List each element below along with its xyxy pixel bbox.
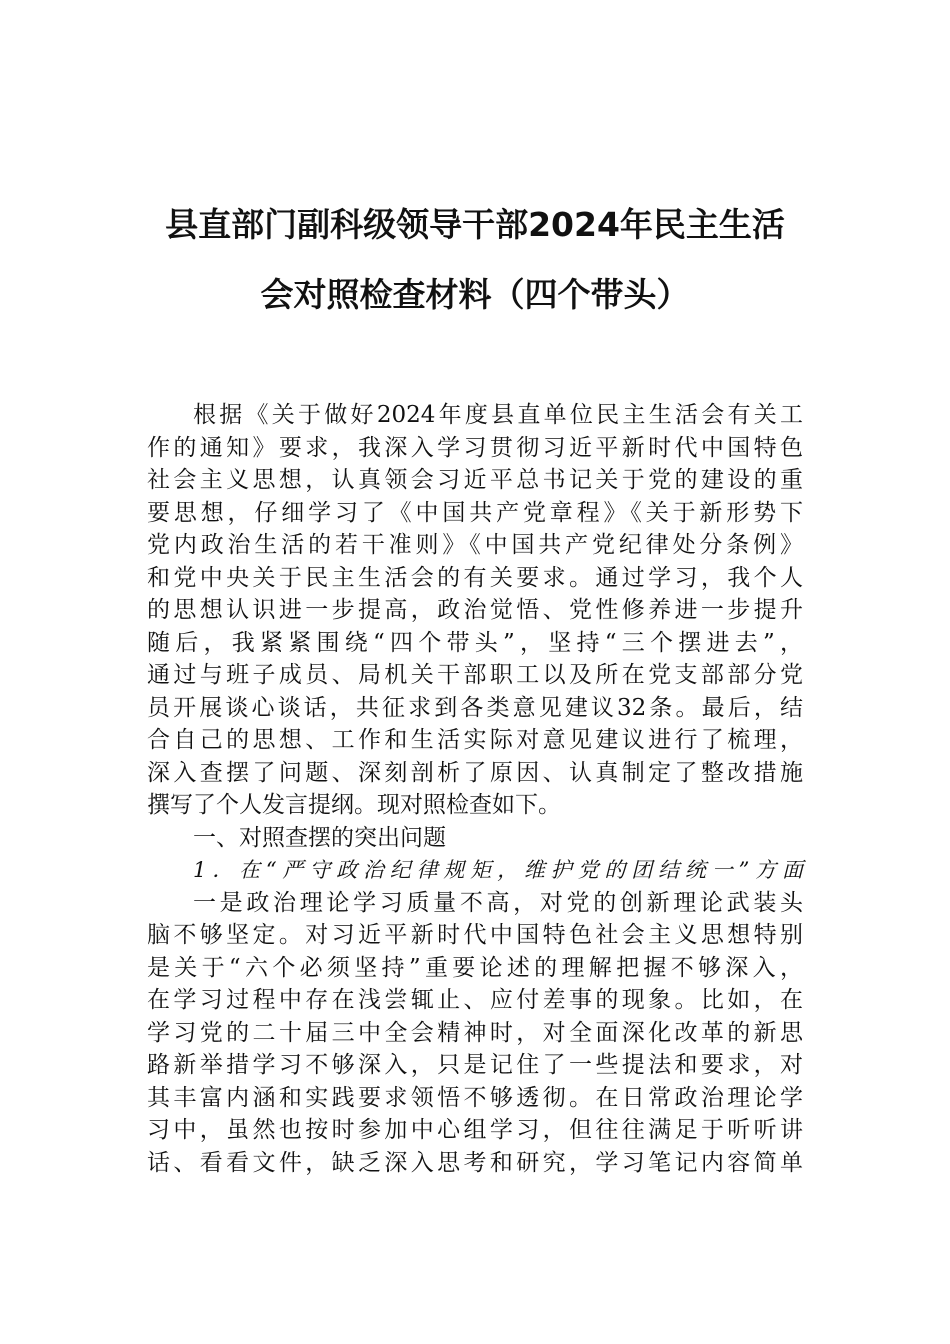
text-line: 是关于“六个必须坚持”重要论述的理解把握不够深入， [147, 954, 803, 981]
text-line: 一是政治理论学习质量不高，对党的创新理论武装头 [193, 889, 803, 916]
title-line-2: 会对照检查材料（四个带头） [260, 275, 690, 314]
sub-heading: 1．在“严守政治纪律规矩，维护党的团结统一”方面 [193, 858, 803, 882]
text-line: 话、看看文件，缺乏深入思考和研究，学习笔记内容简单 [147, 1149, 803, 1176]
text-line: 作的通知》要求，我深入学习贯彻习近平新时代中国特色 [147, 434, 803, 461]
document-body [147, 399, 803, 1179]
text-line: 根据《关于做好2024年度县直单位民主生活会有关工 [193, 402, 803, 428]
text-line: 路新举措学习不够深入，只是记住了一些提法和要求，对 [147, 1052, 803, 1078]
text-line: 党内政治生活的若干准则》《中国共产党纪律处分条例》 [147, 532, 803, 558]
title-line-1: 县直部门副科级领导干部2024年民主生活 [165, 205, 785, 244]
text-line: 通过与班子成员、局机关干部职工以及所在党支部部分党 [147, 662, 803, 688]
section-heading: 一、对照查摆的突出问题 [193, 824, 446, 851]
text-line: 随后，我紧紧围绕“四个带头”，坚持“三个摆进去”， [147, 629, 803, 656]
text-line: 在学习过程中存在浅尝辄止、应付差事的现象。比如，在 [147, 987, 803, 1013]
text-line: 的思想认识进一步提高，政治觉悟、党性修养进一步提升 [147, 597, 803, 623]
point-paragraph [147, 887, 803, 1180]
text-line: 要思想，仔细学习了《中国共产党章程》《关于新形势下 [147, 499, 803, 526]
text-line: 脑不够坚定。对习近平新时代中国特色社会主义思想特别 [147, 922, 803, 948]
text-line: 其丰富内涵和实践要求领悟不够透彻。在日常政治理论学 [147, 1084, 803, 1111]
text-line: 合自己的思想、工作和生活实际对意见建议进行了梳理， [147, 727, 803, 753]
text-line: 和党中央关于民主生活会的有关要求。通过学习，我个人 [147, 564, 803, 591]
text-line: 撰写了个人发言提纲。现对照检查如下。 [147, 792, 561, 818]
text-line: 学习党的二十届三中全会精神时，对全面深化改革的新思 [147, 1019, 803, 1046]
text-line: 社会主义思想，认真领会习近平总书记关于党的建设的重 [147, 467, 803, 493]
intro-paragraph [147, 399, 803, 822]
text-line: 习中，虽然也按时参加中心组学习，但往往满足于听听讲 [147, 1117, 803, 1143]
text-line: 员开展谈心谈话，共征求到各类意见建议32条。最后，结 [147, 694, 803, 721]
document-title [140, 190, 810, 330]
text-line: 深入查摆了问题、深刻剖析了原因、认真制定了整改措施 [147, 759, 803, 786]
